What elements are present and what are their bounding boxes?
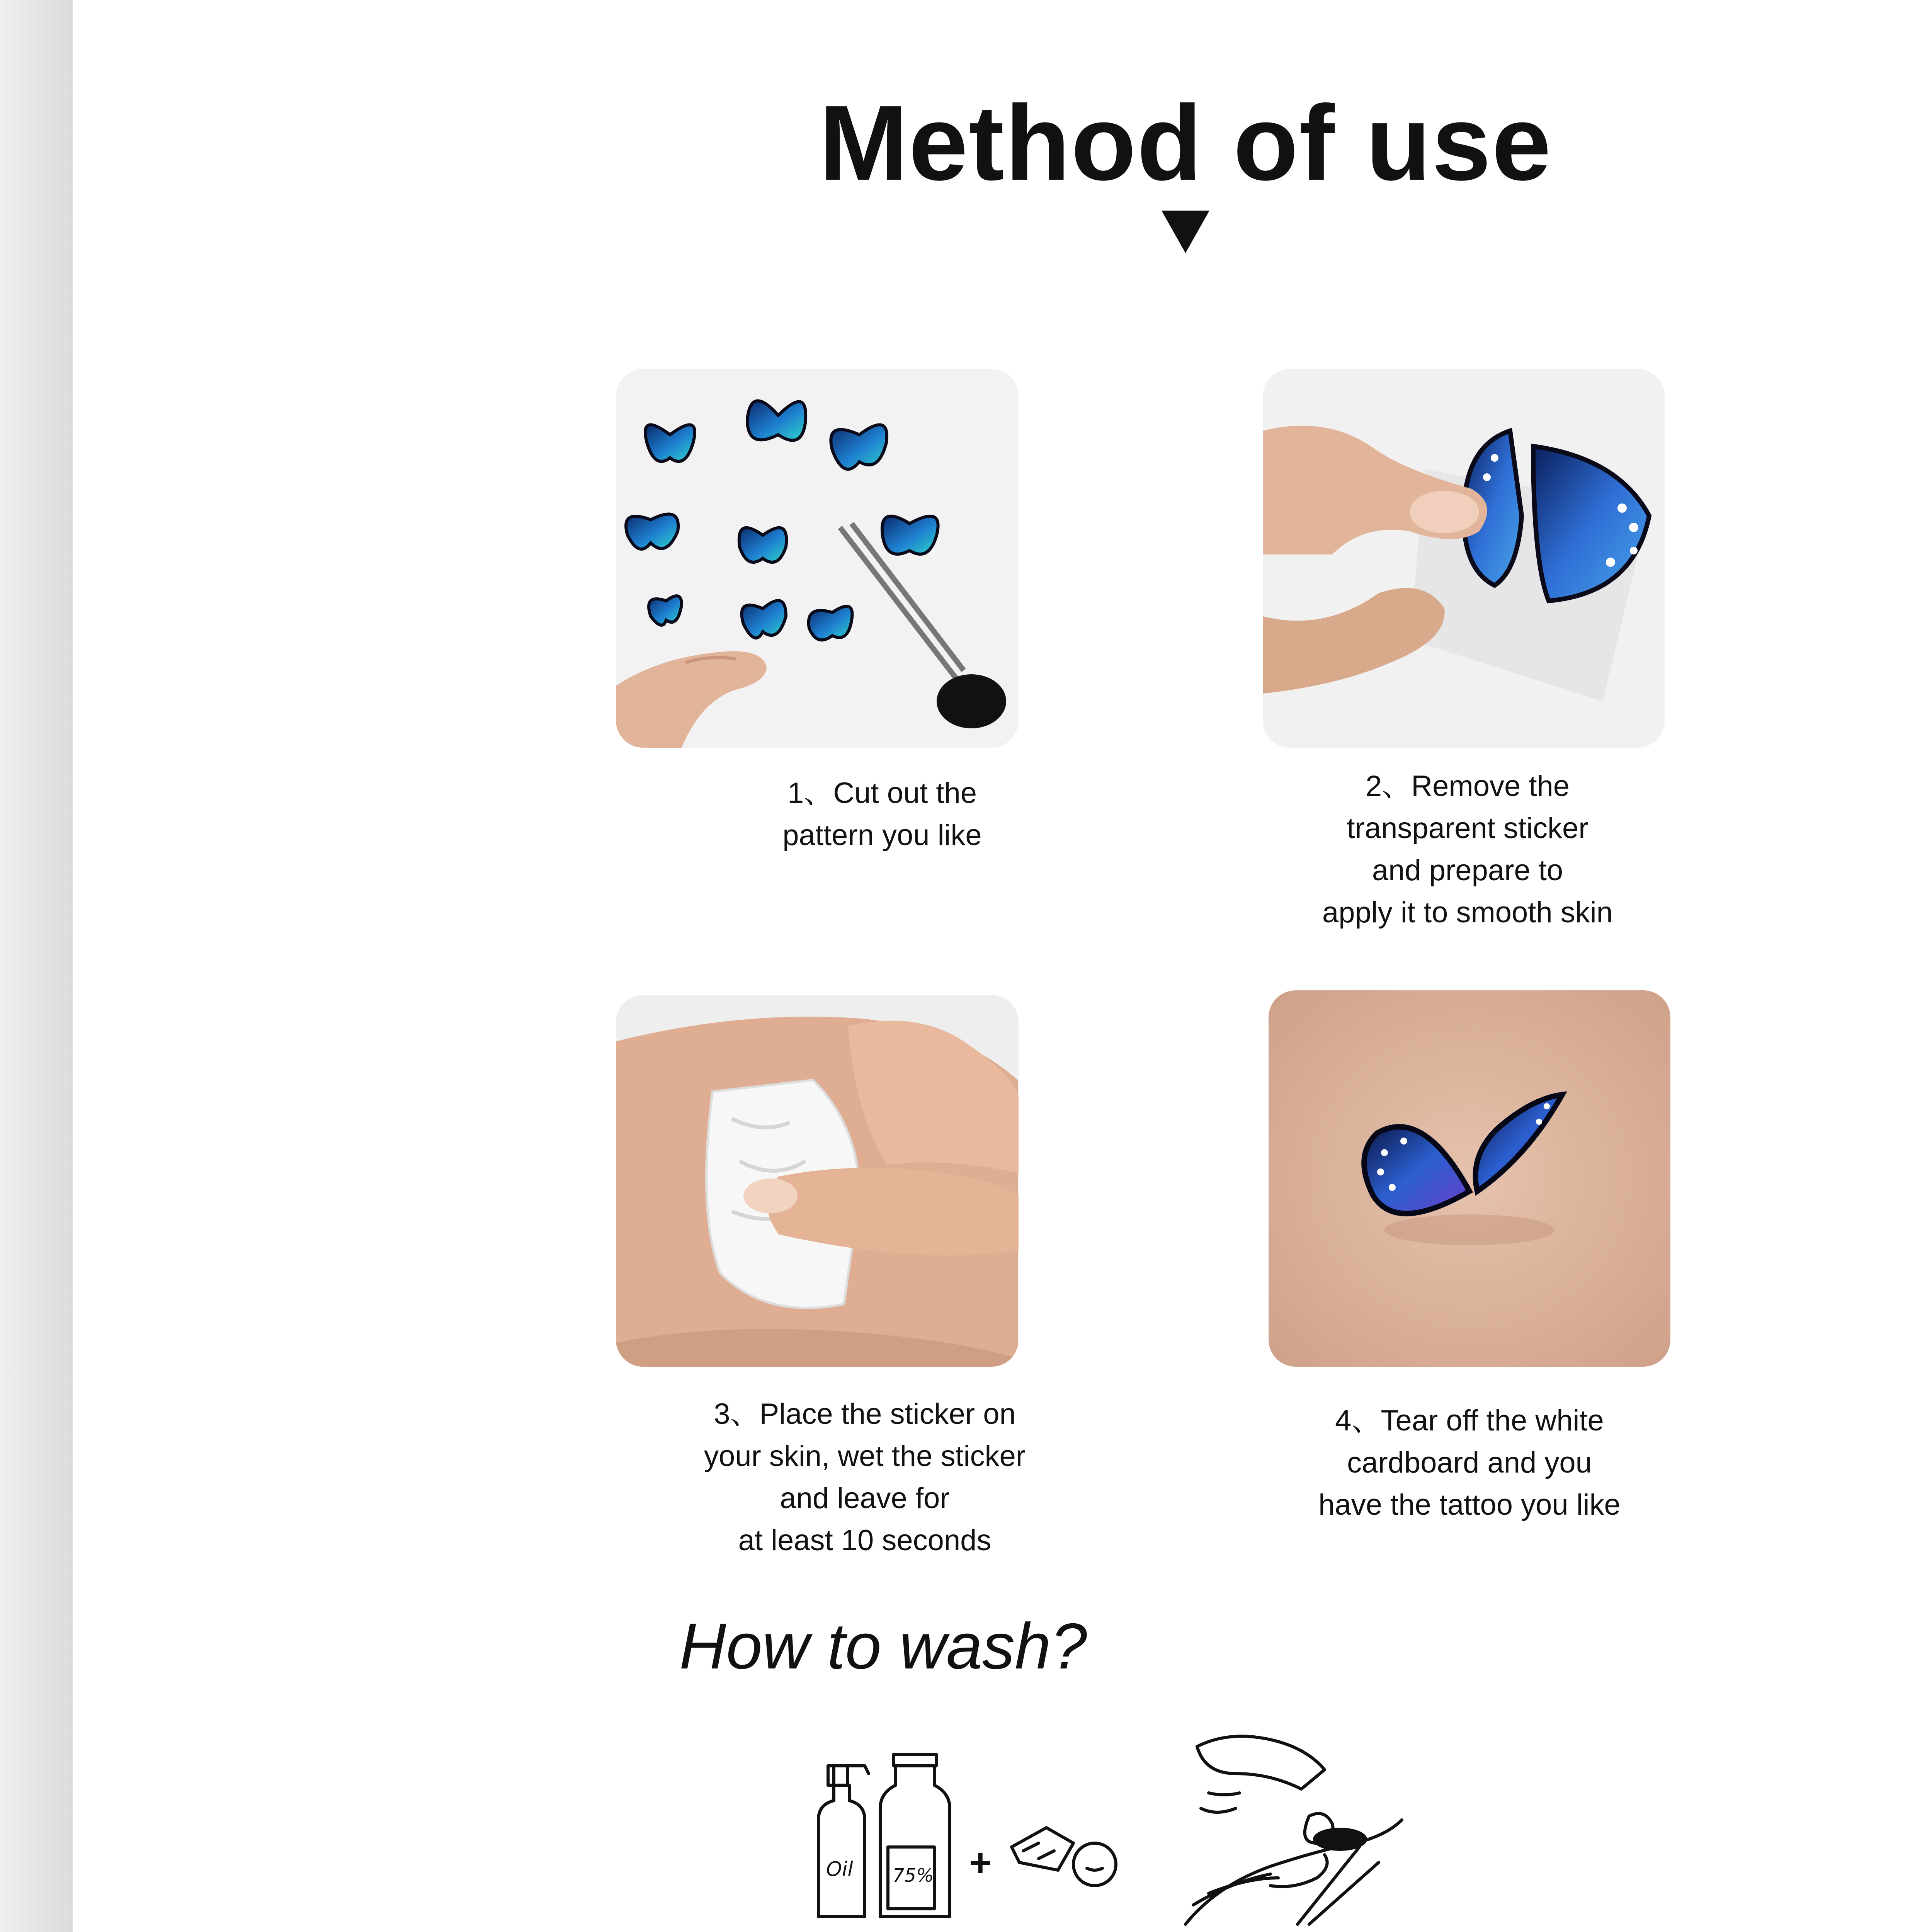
oil-bottle-icon xyxy=(818,1766,869,1917)
oil-label: Oil xyxy=(826,1858,853,1881)
wash-heading: How to wash? xyxy=(679,1610,1087,1682)
step-1-photo xyxy=(616,369,1019,748)
step-2-caption: 2、Remove the transparent sticker and prepare to apply it to smooth skin xyxy=(1322,770,1613,929)
wash-illustration xyxy=(807,1731,1464,1932)
cotton-pad-icon xyxy=(1012,1828,1116,1886)
step-3-photo xyxy=(616,995,1019,1367)
wiping-hand-icon xyxy=(1185,1736,1402,1924)
plus-sign: + xyxy=(969,1841,992,1884)
step-4-photo xyxy=(1269,990,1670,1367)
step-1-caption: 1、Cut out the pattern you like xyxy=(782,777,982,852)
page-title: Method of use xyxy=(819,83,1552,202)
left-margin xyxy=(0,0,73,1932)
step-4-caption: 4、Tear off the white cardboard and you have the tattoo you like xyxy=(1318,1404,1621,1521)
down-arrow-icon xyxy=(1162,211,1209,253)
alcohol-bottle-icon xyxy=(880,1754,950,1917)
step-3-caption: 3、Place the sticker on your skin, wet the sticker and leave for at least 10 seconds xyxy=(704,1398,1026,1557)
instruction-page xyxy=(73,0,1932,1932)
step-2-photo xyxy=(1263,369,1665,748)
alcohol-label: 75% xyxy=(893,1865,934,1886)
